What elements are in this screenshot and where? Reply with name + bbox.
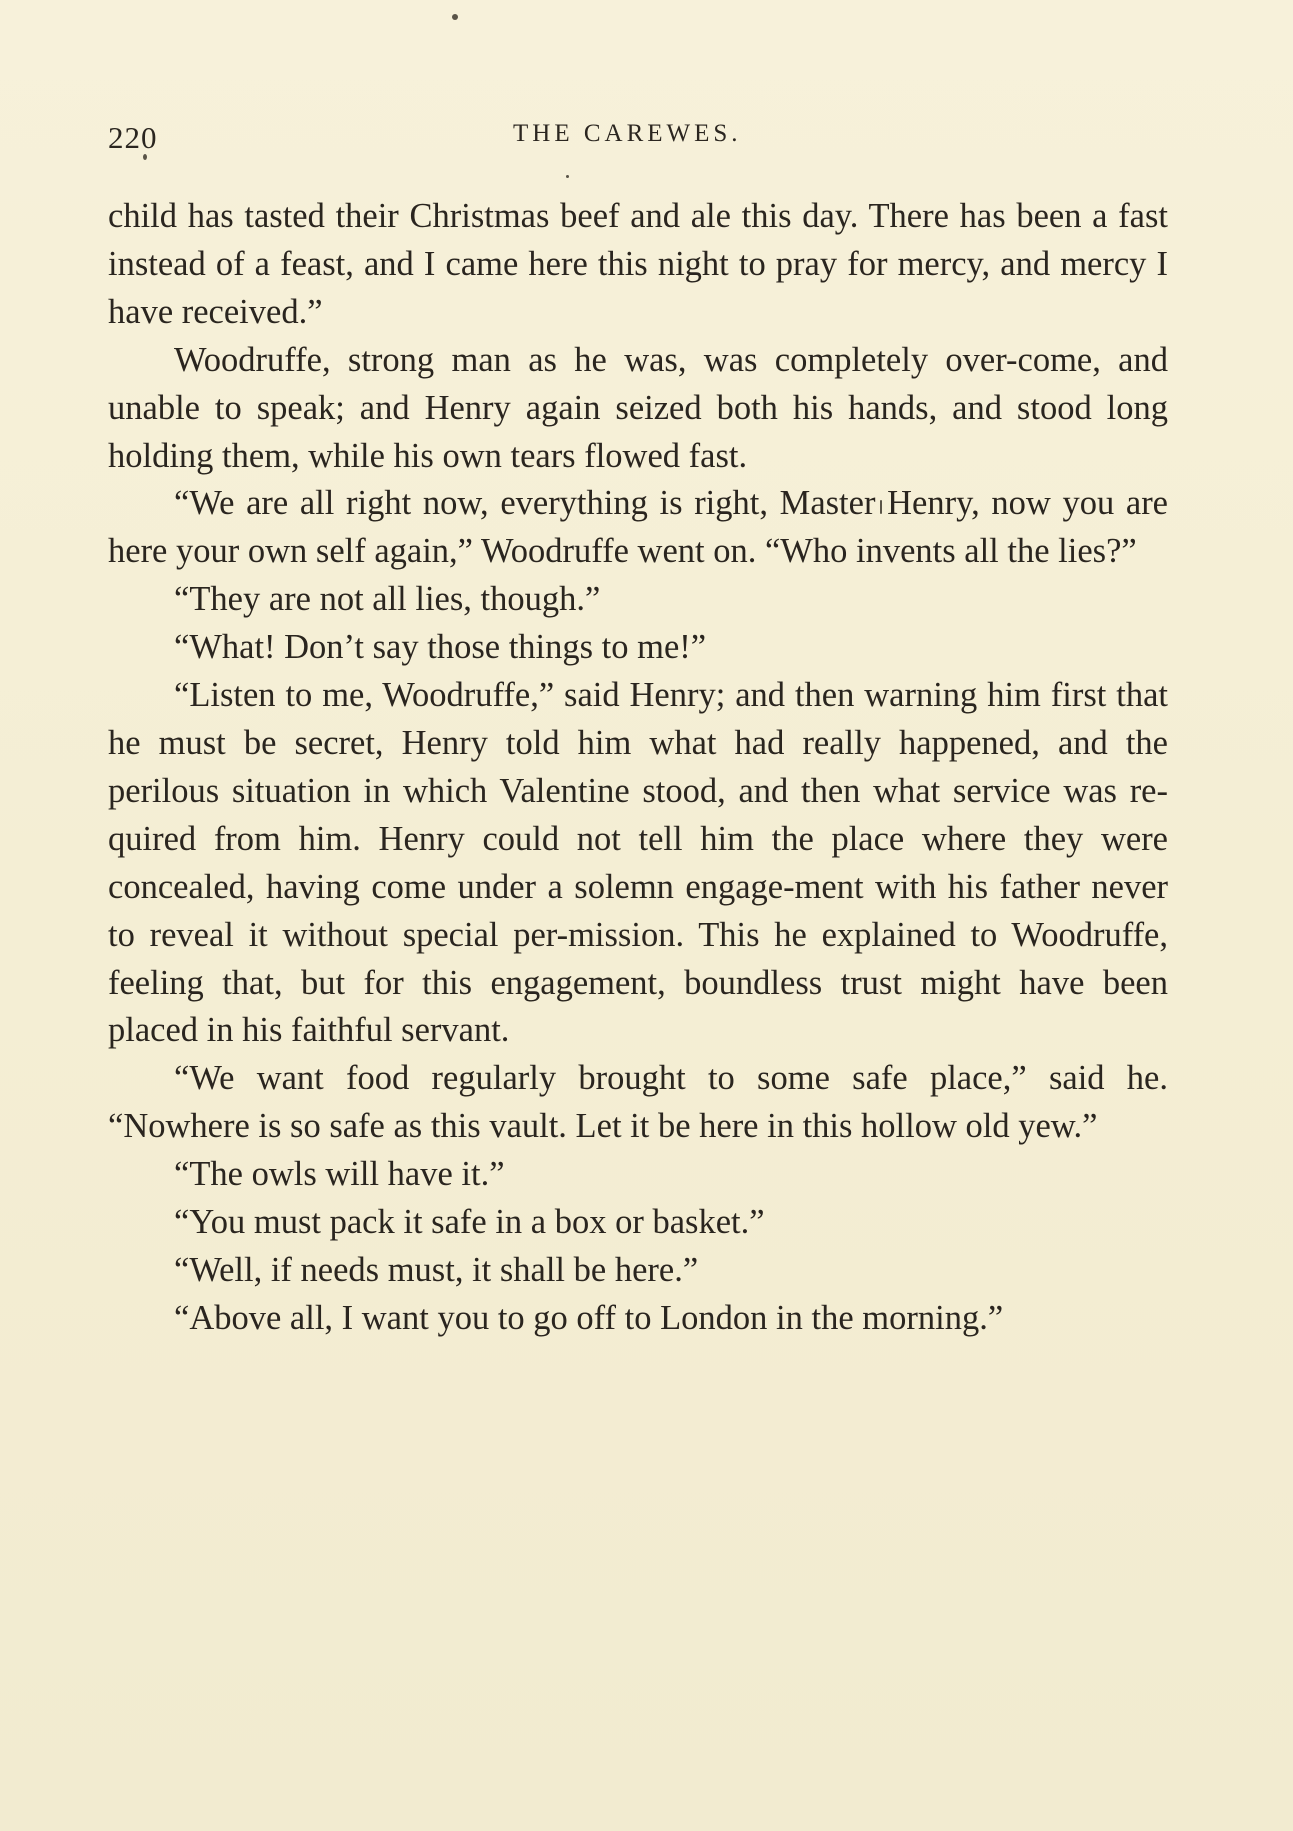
running-head: THE CAREWES.: [513, 120, 742, 147]
paragraph: child has tasted their Christmas beef and ale this day. There has been a fast instead of a feast, and I came here this night to pray for mercy, and mercy I have received.”: [108, 197, 1168, 331]
paragraph: “You must pack it safe in a box or basket.”: [174, 1203, 765, 1242]
page-header: [108, 120, 1168, 160]
paragraph: Woodruffe, strong man as he was, was completely over-come, and unable to speak; and Henry again seized both his hands, and stood long holding them, while his own tears flowed fast.: [108, 340, 1168, 475]
body-text: [108, 193, 1168, 1343]
ink-speck: [452, 14, 458, 20]
paragraph: “Well, if needs must, it shall be here.”: [174, 1250, 699, 1289]
ink-speck: [566, 175, 569, 178]
paragraph: “The owls will have it.”: [174, 1155, 505, 1194]
page-number: 220: [108, 120, 158, 155]
paragraph: “They are not all lies, though.”: [174, 580, 601, 619]
paragraph: “Listen to me, Woodruffe,” said Henry; and then warning him first that he must be secret, Henry told him what had really happened, and the perilous situation in which Valentine stood, and then what service was re-quired from him. Henry could not tell him the place where they were concealed, having come under a solemn engage-ment with his father never to reveal it without special per-mission. This he explained to Woodruffe, feeling that, but for this engagement, boundless trust might have been placed in his faithful servant.: [108, 676, 1168, 1050]
paragraph: “What! Don’t say those things to me!”: [174, 628, 707, 667]
paragraph: “We are all right now, everything is right, Master Henry, now you are here your own self again,” Woodruffe went on. “Who invents all the lies?”: [108, 484, 1168, 571]
paragraph: “We want food regularly brought to some safe place,” said he. “Nowhere is so safe as this vault. Let it be here in this hollow old yew.”: [108, 1059, 1168, 1146]
paragraph: “Above all, I want you to go off to London in the morning.”: [174, 1298, 1004, 1337]
